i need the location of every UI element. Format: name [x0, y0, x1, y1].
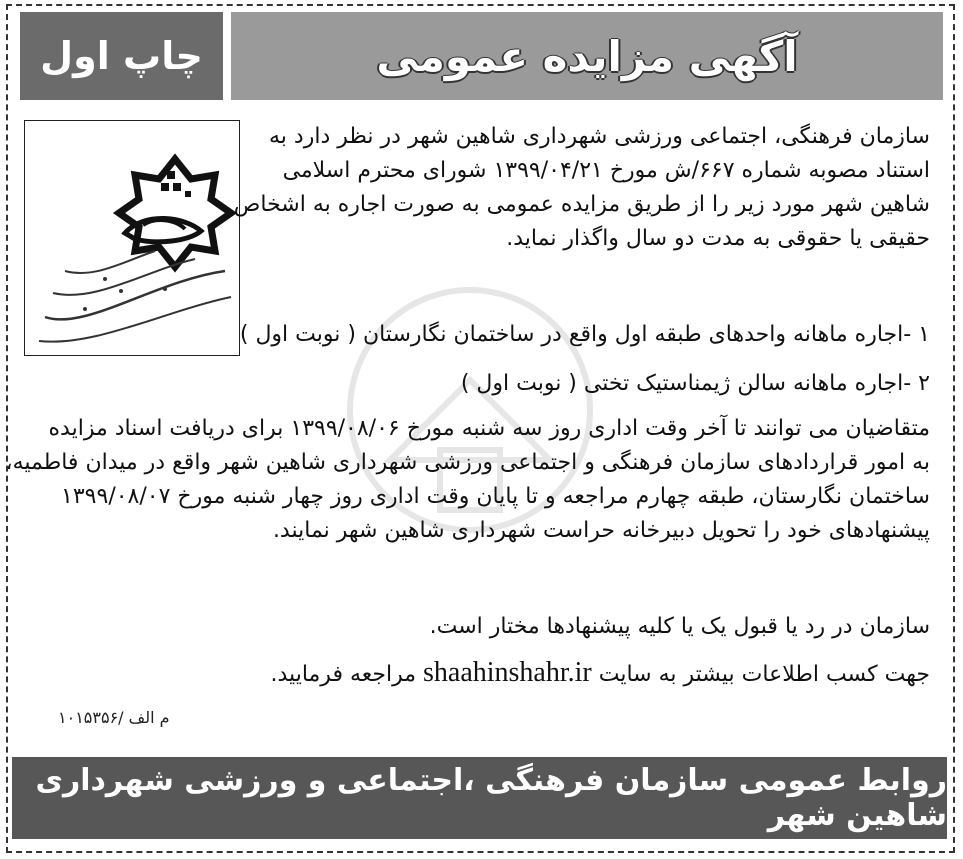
website-note [25, 656, 930, 692]
reference-number: م الف /۱۰۱۵۳۵۶ [58, 708, 170, 727]
auction-item-2: ۲ -اجاره ماهانه سالن ژیمناستیک تختی ( نوبت اول ) [460, 371, 930, 396]
intro-line: استناد مصوبه شماره ۶۶۷/ش مورخ ۱۳۹۹/۰۴/۲۱ شورای محترم اسلامی [282, 158, 930, 183]
instructions-line: ساختمان نگارستان، طبقه چهارم مراجعه و تا پایان وقت اداری روز چهار شنبه مورخ ۱۳۹۹/۰۸/۰۷ [61, 484, 930, 509]
website-note-prefix: جهت کسب اطلاعات بیشتر به سایت [598, 662, 930, 687]
print-badge: چاپ اول [18, 10, 225, 102]
ad-title: آگهی مزایده عمومی [229, 10, 945, 102]
website-note-suffix: مراجعه فرمایید. [270, 662, 416, 687]
instructions-line: به امور قراردادهای سازمان فرهنگی و اجتماعی ورزشی شهرداری شاهین شهر واقع در میدان فاطمیه، [5, 450, 930, 475]
instructions-paragraph [5, 412, 930, 548]
auction-item-1: ۱ -اجاره ماهانه واحدهای طبقه اول واقع در ساختمان نگارستان ( نوبت اول ) [239, 322, 930, 347]
intro-line: سازمان فرهنگی، اجتماعی ورزشی شهرداری شاهین شهر در نظر دارد به [269, 124, 930, 149]
footer-signature: روابط عمومی سازمان فرهنگی ،اجتماعی و ورزشی شهرداری شاهین شهر [12, 757, 947, 839]
intro-line: شاهین شهر مورد زیر را از طریق مزایده عمومی به صورت اجاره به اشخاص [233, 192, 930, 217]
intro-paragraph [233, 120, 930, 256]
website-link[interactable]: shaahinshahr.ir [423, 657, 592, 688]
instructions-line: پیشنهادهای خود را تحویل دبیرخانه حراست شهرداری شاهین شهر نمایند. [272, 518, 930, 543]
instructions-line: متقاضیان می توانند تا آخر وقت اداری روز سه شنبه مورخ ۱۳۹۹/۰۸/۰۶ برای دریافت اسناد مزایده [48, 416, 930, 441]
intro-line: حقیقی یا حقوقی به مدت دو سال واگذار نماید. [506, 226, 930, 251]
rights-note: سازمان در رد یا قبول یک یا کلیه پیشنهادها مختار است. [429, 614, 930, 639]
